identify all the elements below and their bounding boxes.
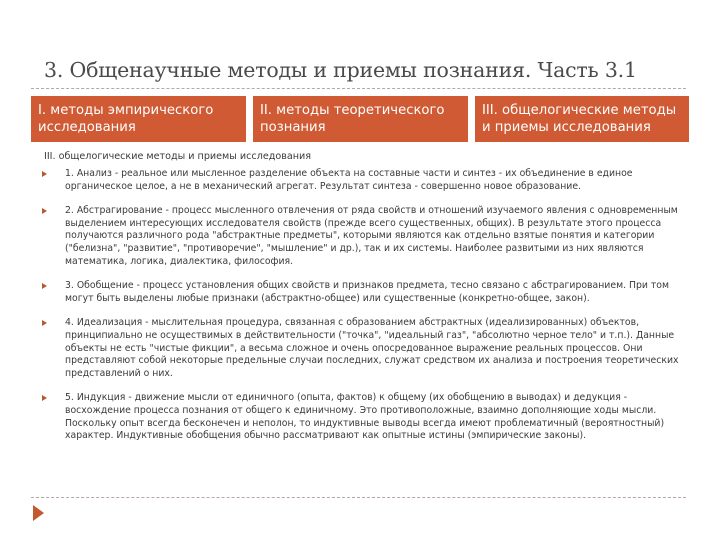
bullet-arrow-icon [42,283,47,289]
list-item [40,280,680,305]
tab-empirical-methods[interactable]: I. методы эмпирического исследования [31,96,246,142]
tab-general-logical-methods[interactable]: III. общелогические методы и приемы исследования [475,96,689,142]
bullet-arrow-icon [42,171,47,177]
list-item [40,205,680,268]
bullet-arrow-icon [42,395,47,401]
item-text: 3. Обобщение - процесс установления общих свойств и признаков предмета, тесно связано с абстрагированием. При том могут быть выделены любые признаки (абстрактно-общее) или существенные (конкретно-общее, закон). [65,280,669,304]
bullet-arrow-icon [42,208,47,214]
slide-title: 3. Общенаучные методы и приемы познания. Часть 3.1 [44,58,637,82]
item-text: 4. Идеализация - мыслительная процедура, связанная с образованием абстрактных (идеализированных) объектов, принципиально не осуществимых в действительности ("точка", "идеальный газ", "абсолютно черное тело" и т.п.). Данные объекты не есть "чистые фикции", а весьма сложное и очень опосредованное выражение реальных процессов. Они представляют собой некоторые предельные случаи последних, служат средством их анализа и построения теоретических представлений о них. [65,317,679,379]
list-item [40,392,680,442]
tab-theoretical-methods[interactable]: II. методы теоретического познания [253,96,468,142]
section-title: III. общелогические методы и приемы исследования [44,151,312,162]
item-text: 5. Индукция - движение мысли от единичного (опыта, фактов) к общему (их обобщению в выводах) и дедукция - восхождение процесса познания от общего к единичному. Это противоположные, взаимно дополняющие ходы мысли. Поскольку опыт всегда бесконечен и неполон, то индуктивные выводы всегда имеют проблематичный (вероятностный) характер. Индуктивные обобщения обычно рассматривают как опытные истины (эмпирические законы). [65,392,665,442]
tab-bar [31,96,689,142]
list-item [40,317,680,380]
item-text: 2. Абстрагирование - процесс мысленного отвлечения от ряда свойств и отношений изучаемого явления с одновременным выделением интересующих исследователя свойств (прежде всего существенных, общих). В результате этого процесса получаются различного рода "абстрактные предметы", которыми являются как отдельно взятые понятия и категории ("белизна", "развитие", "противоречие", "мышление" и др.), так и их системы. Наиболее развитыми из них являются математика, логика, диалектика, философия. [65,205,678,267]
method-list [40,168,680,443]
list-item [40,168,680,193]
footer-divider [31,497,686,498]
item-text: 1. Анализ - реальное или мысленное разделение объекта на составные части и синтез - их объединение в единое органическое целое, а не в механический агрегат. Результат синтеза - совершенно новое образование. [65,168,633,192]
title-divider [31,88,686,89]
bullet-arrow-icon [42,320,47,326]
next-slide-arrow-icon[interactable] [33,505,44,521]
